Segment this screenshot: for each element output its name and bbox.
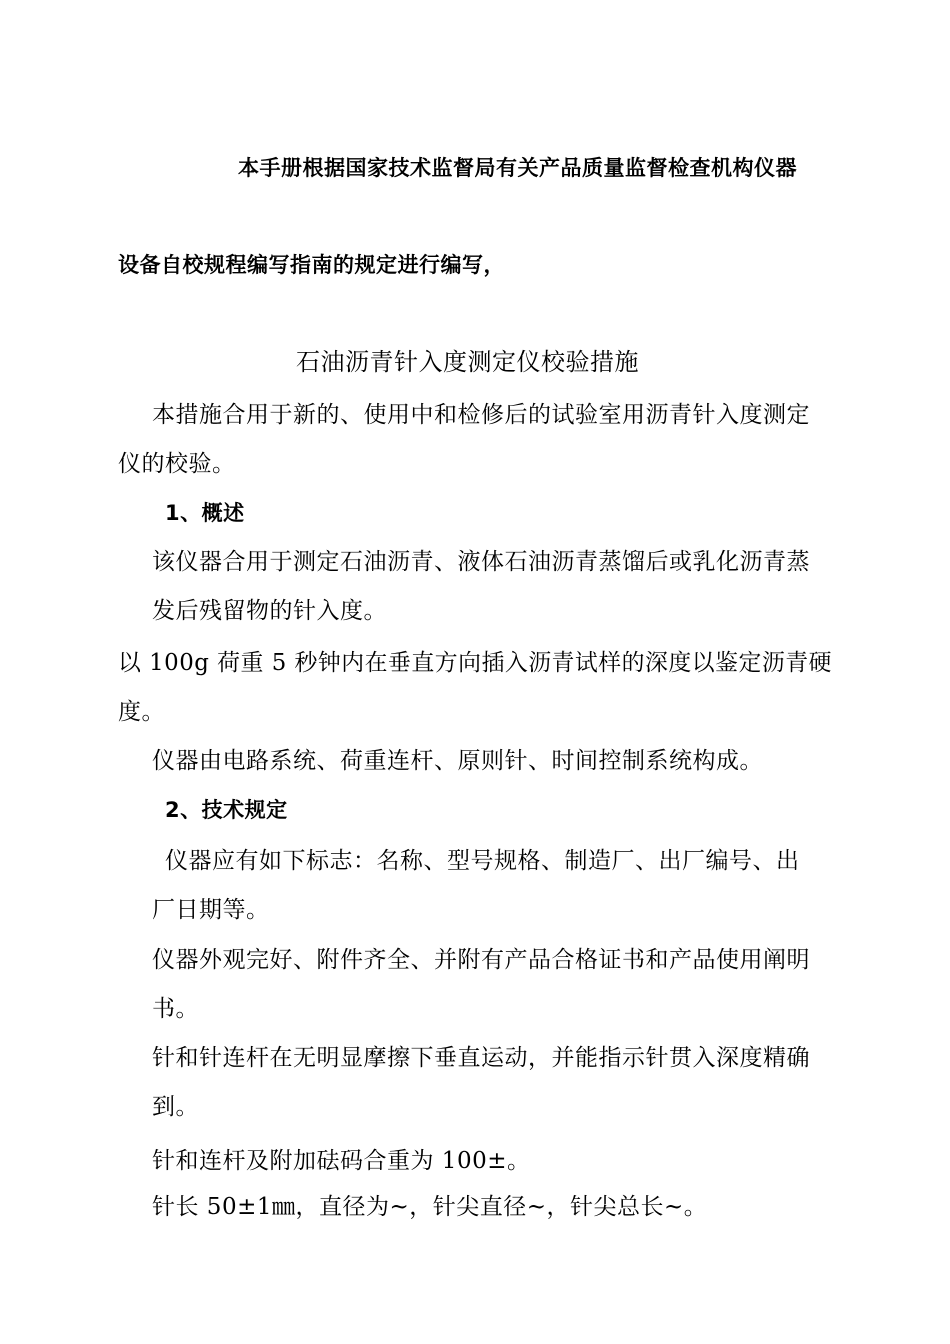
section-1-paragraph-3: 仪器由电路系统、荷重连杆、原则针、时间控制系统构成。 bbox=[152, 748, 763, 774]
section-2-paragraph-3-line-2: 到。 bbox=[152, 1094, 199, 1120]
document-title: 石油沥青针入度测定仪校验措施 bbox=[296, 348, 639, 376]
section-1-paragraph-2-line-2: 度。 bbox=[118, 699, 165, 725]
section-1-paragraph-1-line-2: 发后残留物的针入度。 bbox=[152, 598, 387, 624]
intro-line-1: 本措施合用于新的、使用中和检修后的试验室用沥青针入度测定 bbox=[152, 402, 810, 428]
section-2-paragraph-2-line-1: 仪器外观完好、附件齐全、并附有产品合格证书和产品使用阐明 bbox=[152, 947, 810, 973]
header-line-2: 设备自校规程编写指南的规定进行编写， bbox=[118, 253, 505, 277]
header-line-1: 本手册根据国家技术监督局有关产品质量监督检查机构仪器 bbox=[238, 156, 797, 180]
section-1-heading: 1、概述 bbox=[165, 501, 245, 525]
section-2-paragraph-3-line-1: 针和针连杆在无明显摩擦下垂直运动，并能指示针贯入深度精确 bbox=[152, 1045, 810, 1071]
section-2-paragraph-1-line-2: 厂日期等。 bbox=[152, 897, 270, 923]
intro-line-2: 仪的校验。 bbox=[118, 451, 236, 477]
section-2-paragraph-2-line-2: 书。 bbox=[152, 996, 199, 1022]
section-1-paragraph-1-line-1: 该仪器合用于测定石油沥青、液体石油沥青蒸馏后或乳化沥青蒸 bbox=[152, 549, 810, 575]
section-2-paragraph-4: 针和连杆及附加砝码合重为 100±。 bbox=[152, 1148, 531, 1174]
section-2-paragraph-1-line-1: 仪器应有如下标志：名称、型号规格、制造厂、出厂编号、出 bbox=[165, 848, 800, 874]
section-2-paragraph-5: 针长 50±1㎜，直径为~，针尖直径~，针尖总长~。 bbox=[152, 1194, 708, 1220]
section-1-paragraph-2-line-1: 以 100g 荷重 5 秒钟内在垂直方向插入沥青试样的深度以鉴定沥青硬 bbox=[118, 650, 832, 676]
section-2-heading: 2、技术规定 bbox=[165, 798, 288, 822]
